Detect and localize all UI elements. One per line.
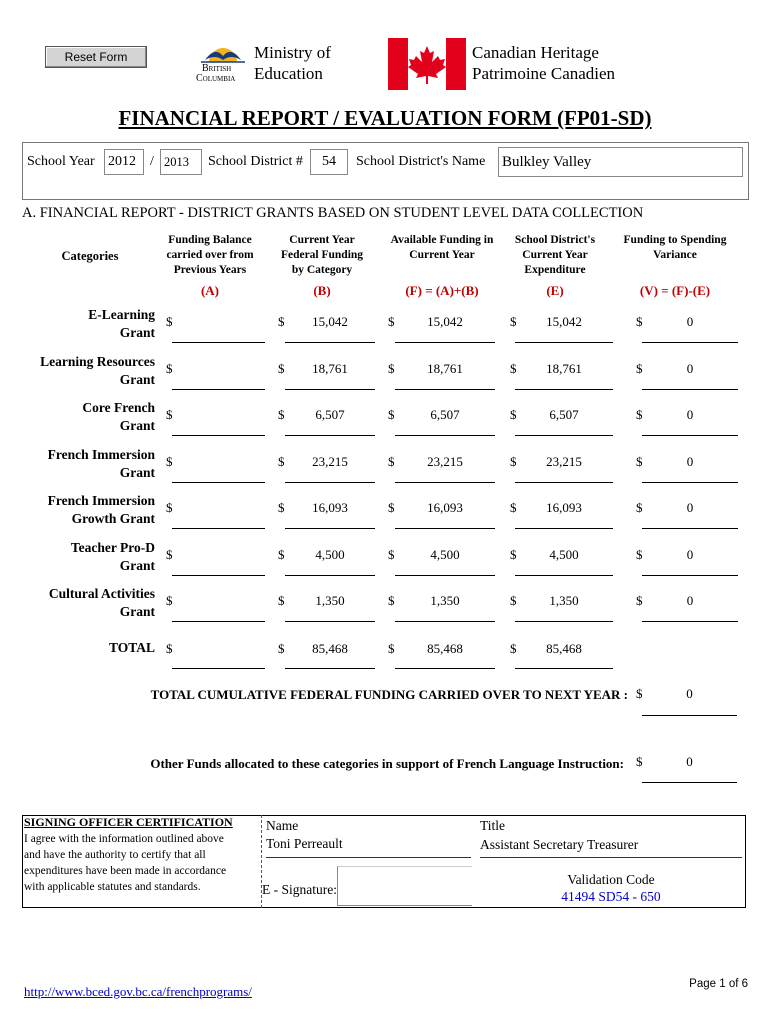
currency-symbol: $ (636, 360, 643, 376)
column-header-line: Funding Balance (168, 234, 252, 246)
currency-symbol: $ (166, 453, 173, 469)
column-header-line: Expenditure (524, 264, 586, 276)
grant-category (22, 399, 155, 435)
column-header-line: School District's (514, 234, 596, 246)
currency-symbol: $ (388, 360, 395, 376)
field-underline (285, 482, 375, 483)
certification-heading: SIGNING OFFICER CERTIFICATION (24, 815, 233, 829)
grant-category-line: Learning Resources (40, 353, 155, 369)
grant-category-line: Grant (119, 325, 155, 340)
grant-category-line: Grant (119, 557, 155, 573)
column-header-line: Variance (653, 249, 697, 261)
grant-category (22, 306, 155, 342)
grant-value-b[interactable]: 16,093 (312, 500, 348, 515)
field-underline (285, 528, 375, 529)
currency-symbol: $ (510, 360, 517, 376)
total-value-e[interactable]: 85,468 (546, 641, 582, 656)
column-header-line: by Category (291, 264, 353, 276)
categories-header: Categories (61, 249, 119, 263)
page-number: Page 1 of 6 (689, 978, 748, 990)
currency-symbol: $ (278, 360, 285, 376)
grant-value-b[interactable]: 4,500 (315, 546, 345, 562)
field-underline (285, 668, 375, 669)
currency-symbol: $ (166, 360, 173, 376)
total-value-b[interactable]: 85,468 (312, 641, 348, 656)
field-underline (285, 435, 375, 436)
field-underline (515, 621, 613, 622)
column-header-line: Available Funding in (390, 234, 494, 246)
carried-over-label: TOTAL CUMULATIVE FEDERAL FUNDING CARRIED OVER TO NEXT YEAR : (150, 687, 628, 702)
grant-category (22, 353, 155, 389)
column-header-line: Federal Funding (280, 249, 364, 261)
bc-text-line2: Columbia (196, 73, 236, 84)
column-code: (B) (313, 283, 331, 298)
field-underline (172, 435, 265, 436)
french-programs-link[interactable]: http://www.bced.gov.bc.ca/frenchprograms/ (24, 984, 252, 999)
grant-category-line: Core French (82, 400, 155, 415)
field-underline (285, 621, 375, 622)
column-header-3 (505, 233, 605, 278)
heritage-line1: Canadian Heritage (472, 43, 599, 62)
currency-symbol: $ (278, 641, 285, 656)
currency-symbol: $ (388, 407, 395, 422)
column-header-line: Previous Years (173, 264, 247, 276)
currency-symbol: $ (510, 314, 517, 329)
currency-symbol: $ (278, 500, 285, 515)
grant-category (22, 446, 155, 482)
grant-value-e[interactable]: 4,500 (549, 546, 579, 562)
currency-symbol: $ (636, 453, 643, 469)
currency-symbol: $ (510, 453, 517, 469)
currency-symbol: $ (636, 546, 643, 562)
field-underline (642, 482, 738, 483)
grant-value-v[interactable]: 0 (686, 593, 694, 608)
column-header-line: Current Year (409, 249, 475, 261)
column-code: (A) (200, 283, 220, 298)
field-underline (285, 575, 375, 576)
signer-name-label: Name (266, 818, 299, 833)
carried-over-underline (642, 715, 737, 716)
grant-value-f[interactable]: 15,042 (427, 314, 463, 329)
grant-value-v[interactable]: 0 (686, 546, 694, 562)
grant-category-line: Grant (119, 464, 155, 480)
carried-over-currency: $ (636, 686, 643, 701)
field-underline (515, 342, 613, 343)
signer-name-field[interactable]: Toni Perreault (266, 836, 471, 858)
field-underline (395, 342, 495, 343)
currency-symbol: $ (278, 407, 285, 422)
grant-value-e[interactable]: 15,042 (546, 314, 582, 329)
field-underline (515, 482, 613, 483)
grant-value-f[interactable]: 6,507 (430, 407, 460, 422)
canada-flag-icon (388, 38, 466, 90)
field-underline (395, 435, 495, 436)
column-header-line: Funding to Spending (623, 234, 727, 246)
ministry-line1: Ministry of (254, 43, 331, 62)
field-underline (642, 621, 738, 622)
grant-value-e[interactable]: 16,093 (546, 500, 582, 515)
field-underline (395, 389, 495, 390)
heritage-line2: Patrimoine Canadien (472, 64, 616, 83)
field-underline (642, 435, 738, 436)
column-header-line (620, 263, 730, 278)
grant-value-v[interactable]: 0 (686, 314, 694, 329)
grant-category-line: Grant (119, 418, 155, 433)
field-underline (642, 575, 738, 576)
column-code: (V) = (F)-(E) (639, 283, 711, 298)
field-underline (172, 389, 265, 390)
column-header-line (382, 263, 502, 278)
field-underline (515, 389, 613, 390)
field-underline (395, 621, 495, 622)
other-funds-currency: $ (636, 754, 643, 769)
field-underline (395, 668, 495, 669)
grant-category-line: E-Learning (88, 307, 155, 322)
school-year-start-field[interactable]: 2012 (104, 149, 144, 175)
column-header-line: Current Year (522, 249, 588, 261)
field-underline (395, 482, 495, 483)
grant-category-line: French Immersion (47, 446, 155, 462)
bc-wordmark (196, 64, 235, 84)
currency-symbol: $ (166, 641, 173, 656)
grant-value-f[interactable]: 23,215 (427, 453, 463, 469)
grant-value-e[interactable]: 6,507 (549, 407, 579, 422)
grant-value-v[interactable]: 0 (686, 407, 694, 422)
certification-text-1: I agree with the information outlined above (24, 833, 224, 845)
grant-value-f[interactable]: 1,350 (430, 593, 460, 608)
currency-symbol: $ (166, 500, 173, 515)
signer-title-label: Title (480, 818, 506, 833)
grant-category-line: Cultural Activities (48, 586, 155, 601)
currency-symbol: $ (388, 593, 395, 608)
district-number-field[interactable]: 54 (310, 149, 348, 175)
currency-symbol: $ (388, 314, 395, 329)
validation-code-value: 41494 SD54 - 650 (561, 889, 661, 904)
grant-category (22, 492, 155, 528)
district-name-field[interactable]: Bulkley Valley (498, 147, 743, 177)
grant-value-b[interactable]: 15,042 (312, 314, 348, 329)
grant-value-f[interactable]: 16,093 (427, 500, 463, 515)
field-underline (642, 389, 738, 390)
heritage-name (472, 42, 615, 84)
bc-text-line1: British (202, 63, 232, 74)
currency-symbol: $ (388, 453, 395, 469)
e-signature-field[interactable] (337, 866, 472, 906)
currency-symbol: $ (166, 546, 173, 562)
column-header-2 (382, 233, 502, 278)
grant-category (22, 585, 155, 621)
column-header-line: Current Year (289, 234, 355, 246)
other-funds-underline (642, 782, 737, 783)
field-underline (172, 621, 265, 622)
currency-symbol: $ (166, 407, 173, 422)
form-title: FINANCIAL REPORT / EVALUATION FORM (FP01-SD) (118, 106, 652, 130)
field-underline (172, 528, 265, 529)
grant-category-line: Grant (119, 371, 155, 387)
currency-symbol: $ (510, 500, 517, 515)
currency-symbol: $ (510, 407, 517, 422)
field-underline (642, 342, 738, 343)
other-funds-value[interactable]: 0 (686, 754, 693, 769)
currency-symbol: $ (636, 407, 643, 422)
currency-symbol: $ (278, 546, 285, 562)
certification-text-2: and have the authority to certify that all (24, 849, 206, 861)
certification-text-3: expenditures have been made in accordance (24, 865, 227, 877)
grant-value-b[interactable]: 18,761 (312, 360, 348, 376)
currency-symbol: $ (388, 500, 395, 515)
grant-category-line: Growth Grant (71, 511, 155, 526)
field-underline (172, 342, 265, 343)
grant-category-line: Grant (119, 604, 155, 619)
total-label: TOTAL (108, 640, 155, 655)
column-header-line: carried over from (166, 249, 254, 261)
certification-statement (24, 831, 260, 895)
grant-category-line: French Immersion (47, 493, 155, 508)
school-year-separator: / (150, 154, 154, 169)
currency-symbol: $ (636, 500, 643, 515)
currency-symbol: $ (166, 314, 173, 329)
column-code: (F) = (A)+(B) (405, 283, 479, 298)
district-name-label: School District's Name (356, 154, 486, 169)
field-underline (172, 575, 265, 576)
grant-value-b[interactable]: 1,350 (315, 593, 345, 608)
currency-symbol: $ (636, 314, 643, 329)
field-underline (285, 389, 375, 390)
field-underline (395, 575, 495, 576)
currency-symbol: $ (510, 593, 517, 608)
field-underline (515, 668, 613, 669)
grant-value-e[interactable]: 23,215 (546, 453, 582, 469)
signer-title-field[interactable]: Assistant Secretary Treasurer (480, 837, 742, 858)
school-year-label: School Year (27, 154, 95, 169)
currency-symbol: $ (278, 453, 285, 469)
grant-value-v[interactable]: 0 (686, 360, 694, 376)
field-underline (172, 482, 265, 483)
e-signature-label: E - Signature: (262, 882, 337, 897)
field-underline (395, 528, 495, 529)
grant-value-f[interactable]: 18,761 (427, 360, 463, 376)
grant-value-v[interactable]: 0 (686, 500, 694, 515)
ministry-line2: Education (254, 64, 323, 83)
grant-value-e[interactable]: 1,350 (549, 593, 579, 608)
grant-value-e[interactable]: 18,761 (546, 360, 582, 376)
field-underline (172, 668, 265, 669)
column-header-1 (272, 233, 372, 278)
column-header-4 (620, 233, 730, 278)
section-a-title: A. FINANCIAL REPORT - DISTRICT GRANTS BASED ON STUDENT LEVEL DATA COLLECTION (22, 205, 644, 221)
validation-code-label: Validation Code (567, 872, 655, 887)
total-value-f[interactable]: 85,468 (427, 641, 463, 656)
grant-category-line: Teacher Pro-D (70, 539, 155, 555)
currency-symbol: $ (636, 593, 643, 608)
grant-category (22, 539, 155, 575)
carried-over-value[interactable]: 0 (686, 686, 693, 701)
grant-value-b[interactable]: 6,507 (315, 407, 345, 422)
currency-symbol: $ (388, 546, 395, 562)
grant-value-v[interactable]: 0 (686, 453, 694, 469)
currency-symbol: $ (510, 546, 517, 562)
currency-symbol: $ (510, 641, 517, 656)
other-funds-label: Other Funds allocated to these categories in support of French Language Instruction: (150, 756, 624, 771)
reset-form-button[interactable]: Reset Form (45, 46, 147, 68)
field-underline (515, 575, 613, 576)
currency-symbol: $ (278, 593, 285, 608)
ministry-name (254, 42, 331, 84)
currency-symbol: $ (166, 593, 173, 608)
field-underline (515, 528, 613, 529)
school-year-end-field[interactable]: 2013 (160, 149, 202, 175)
currency-symbol: $ (278, 314, 285, 329)
grant-value-f[interactable]: 4,500 (430, 546, 460, 562)
column-code: (E) (546, 283, 564, 298)
field-underline (642, 528, 738, 529)
grant-value-b[interactable]: 23,215 (312, 453, 348, 469)
field-underline (515, 435, 613, 436)
district-number-label: School District # (208, 154, 303, 169)
certification-text-4: with applicable statutes and standards. (24, 881, 201, 893)
column-header-0 (160, 233, 260, 278)
field-underline (285, 342, 375, 343)
currency-symbol: $ (388, 641, 395, 656)
